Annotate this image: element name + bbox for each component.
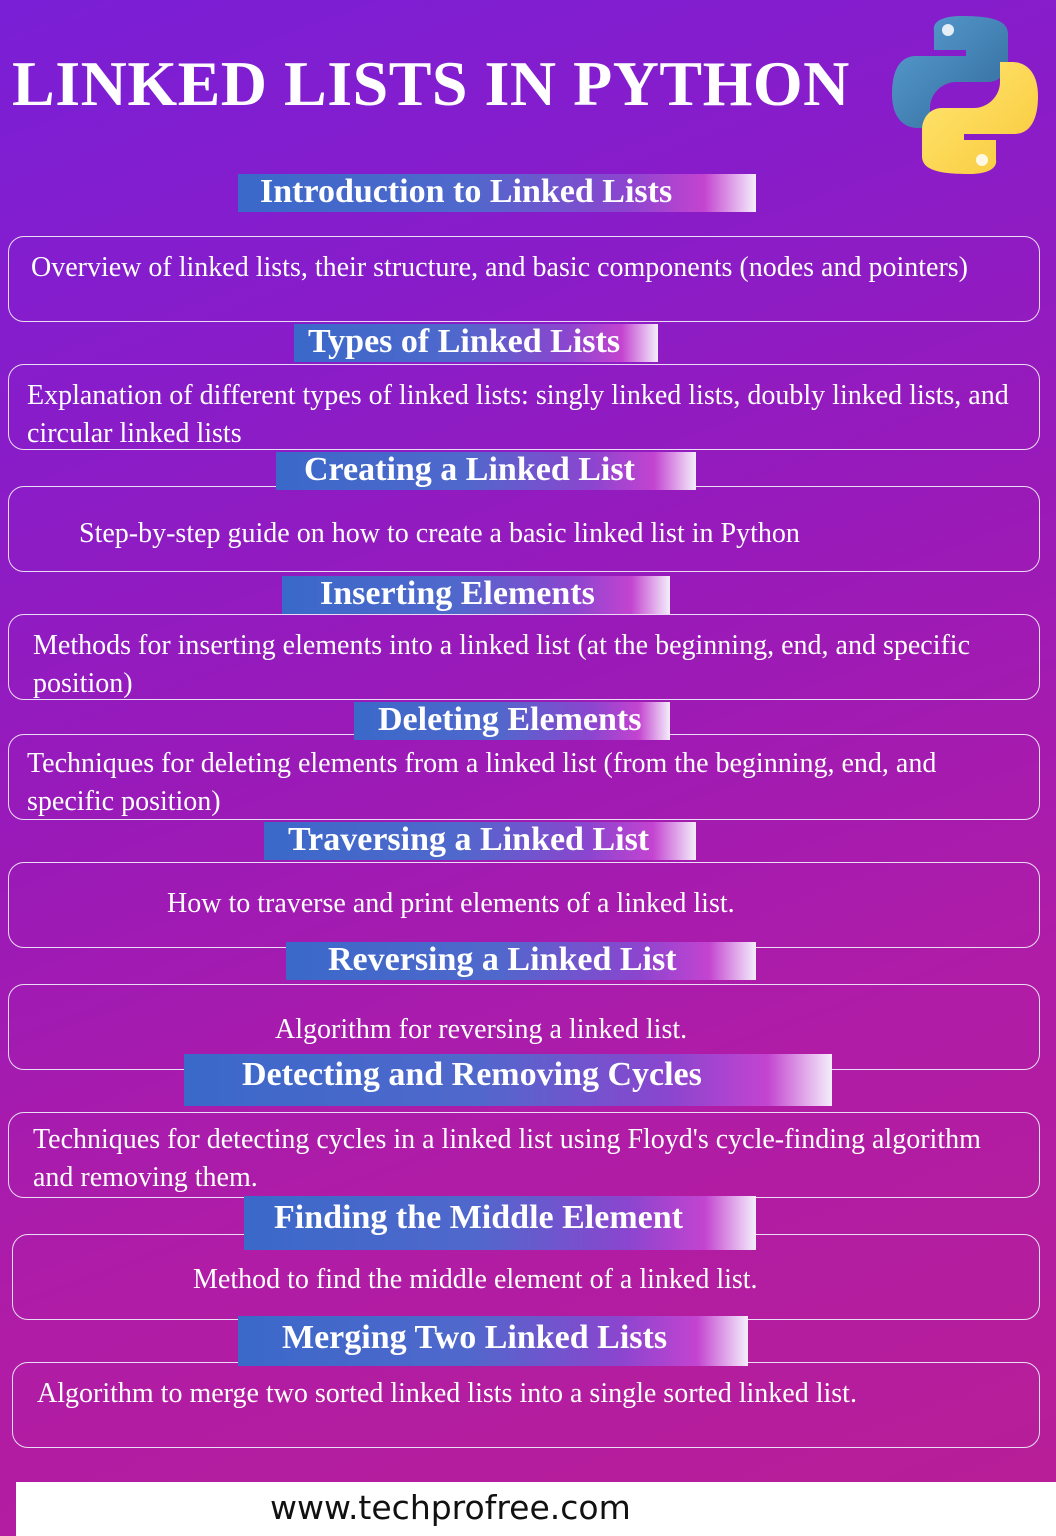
section-body-reversing: Algorithm for reversing a linked list.: [8, 984, 1040, 1070]
python-logo-icon: [890, 10, 1040, 180]
section-heading-types: Types of Linked Lists: [294, 324, 658, 362]
section-body-introduction: Overview of linked lists, their structure, and basic components (nodes and pointers): [8, 236, 1040, 322]
section-body-middle: Method to find the middle element of a linked list.: [12, 1234, 1040, 1320]
section-heading-reversing: Reversing a Linked List: [286, 942, 756, 980]
section-heading-deleting: Deleting Elements: [354, 702, 670, 740]
footer: [16, 1482, 1056, 1536]
section-heading-traversing: Traversing a Linked List: [264, 822, 696, 860]
section-body-traversing: How to traverse and print elements of a linked list.: [8, 862, 1040, 948]
section-body-cycles: Techniques for detecting cycles in a linked list using Floyd's cycle-finding algorithm and removing them.: [8, 1112, 1040, 1198]
section-body-deleting: Techniques for deleting elements from a linked list (from the beginning, end, and specific position): [8, 734, 1040, 820]
section-heading-inserting: Inserting Elements: [282, 576, 670, 614]
section-body-creating: Step-by-step guide on how to create a basic linked list in Python: [8, 486, 1040, 572]
page-title: LINKED LISTS IN PYTHON: [12, 48, 850, 119]
footer-url-link[interactable]: www.techprofree.com: [270, 1488, 631, 1527]
section-heading-cycles: Detecting and Removing Cycles: [184, 1054, 832, 1106]
section-heading-introduction: Introduction to Linked Lists: [238, 174, 756, 212]
section-body-merging: Algorithm to merge two sorted linked lists into a single sorted linked list.: [12, 1362, 1040, 1448]
section-body-types: Explanation of different types of linked lists: singly linked lists, doubly linked lists, and circular linked lists: [8, 364, 1040, 450]
section-body-inserting: Methods for inserting elements into a linked list (at the beginning, end, and specific position): [8, 614, 1040, 700]
section-heading-creating: Creating a Linked List: [276, 452, 696, 490]
section-heading-merging: Merging Two Linked Lists: [238, 1316, 748, 1366]
section-heading-middle: Finding the Middle Element: [244, 1196, 756, 1250]
